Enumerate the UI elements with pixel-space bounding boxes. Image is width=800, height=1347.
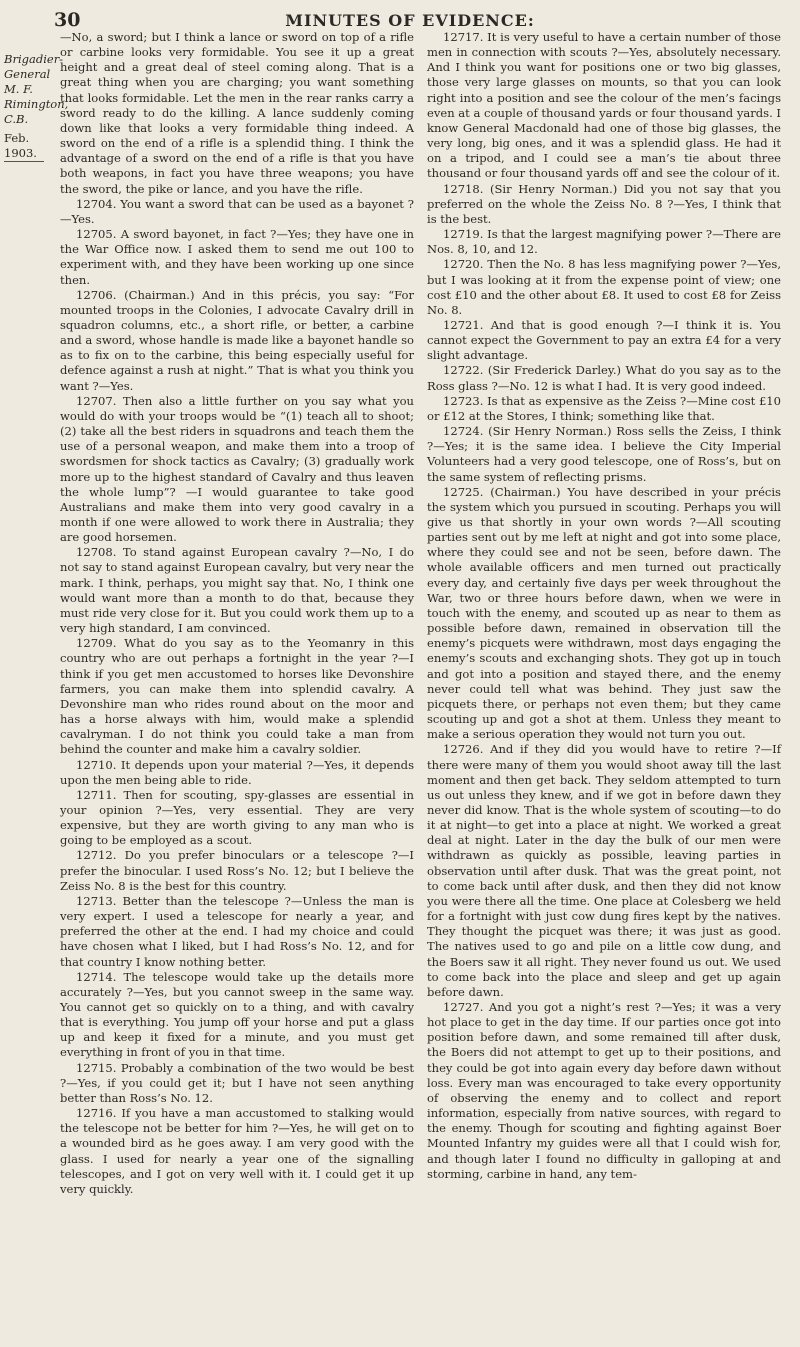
paragraph: 12721. And that is good enough ?—I think it is. You cannot expect the Government to pay an extra £4 for a very slight advantage. [427,317,781,363]
paragraph: 12727. And you got a night’s rest ?—Yes; it was a very hot place to get in the day time. If our parties once got into position before dawn, and some remained till after dusk, the Boers did not attempt to get up to their positions, and they could be got into again every day before dawn without loss. Every man was encouraged to take every opportunity of observing the enemy and to collect and report information, especially from native sources, with regard to the enemy. Though for scouting and fighting against Boer Mounted Infantry my guides were all that I could wish for, and though later I found no difficulty in galloping at and storming, carbine in hand, any tem- [427,1000,781,1181]
paragraph: 12708. To stand against European cavalry ?—No, I do not say to stand against European cavalry, but very near the mark. I think, perhaps, you might say that. No, I think one would want more than a month to do that, because they must ride very close for it. But you could work them up to a very high standard, I am convinced. [60,545,414,636]
paragraph: 12720. Then the No. 8 has less magnifying power ?—Yes, but I was looking at it from the expense point of view; one cost £10 and the other about £8. It used to cost £8 for Zeiss No. 8. [427,257,781,317]
left-column [60,30,414,1197]
paragraph: 12706. (Chairman.) And in this précis, you say: “For mounted troops in the Colonies, I advocate Cavalry drill in squadron columns, etc., a short rifle, or better, a carbine and a sword, whose handle is made like a bayonet handle so as to fix on to the carbine, this being especially useful for defence against a rush at night.” That is what you think you want ?—Yes. [60,287,415,393]
paragraph: —No, a sword; but I think a lance or sword on top of a rifle or carbine looks very formidable. You see it up a great height and a great deal of steel coming along. That is a great thing when you are charging; you want something that looks formidable. Let the men in the rear ranks carry a sword ready to do the killing. A lance suddenly coming down like that looks a very formidable thing indeed. A sword on the end of a rifle is a splendid thing. I think the advantage of a sword on the end of a rifle is that you have both weapons, in fact you have three weapons; you have the sword, the pike or lance, and you have the rifle. [60,30,414,196]
paragraph: 12725. (Chairman.) You have described in your précis the system which you pursued in scouting. Perhaps you will give us that shortly in your own words ?—All scouting parties sent out by me left at night and got into some place, where they could see and not be seen, before dawn. The whole available officers and men turned out practically every day, and certainly five days per week throughout the War, two or three hours before dawn, when we were in touch with the enemy, and scouted up as near to them as possible before dawn, remained in observation till the enemy’s picquets were withdrawn, most days engaging the enemy’s scouts and exchanging shots. They got up in touch and got into a position and stayed there, and the enemy never could tell what was behind. They just saw the picquets there, or perhaps not even them; but they came scouting up and got a shot at them. Unless they meant to make a serious operation they would not turn you out. [427,484,781,742]
paragraph: 12716. If you have a man accustomed to stalking would the telescope not be better for him ?—Yes, he will get on to a wounded bird as he goes away. I am very good with the glass. I used for nearly a year one of the signalling telescopes, and I got on very well with it. I could get it up very quickly. [60,1106,414,1196]
witness-date: Feb. 1903. [4,131,44,162]
paragraph: 12705. A sword bayonet, in fact ?—Yes; they have one in the War Office now. I asked them to send me out 100 to experiment with, and they have been working up one since then. [60,227,414,287]
witness-name: M. F. Rimington, C.B. [4,82,69,126]
paragraph: 12718. (Sir Henry Norman.) Did you not say that you preferred on the whole the Zeiss No. 8 ?—Yes, I think that is the best. [427,181,781,226]
right-column [427,30,781,1182]
paragraph: 12723. Is that as expensive as the Zeiss ?—Mine cost £10 or £12 at the Stores, I think; something like that. [427,393,781,423]
witness-rank: Brigadier-General [4,52,64,81]
paragraph: 12722. (Sir Frederick Darley.) What do you say as to the Ross glass ?—No. 12 is what I had. It is very good indeed. [427,363,781,393]
paragraph: 12726. And if they did you would have to retire ?—If there were many of them you would shoot away till the last moment and then get back. They seldom attempted to turn us out unless they knew, and if we got in before dawn they never did know. That is the whole system of scouting—to do it at night—to get into a place at night. We worked a great deal at night. Later in the day the bulk of our men were withdrawn as quickly as possible, leaving parties in observation until after dusk. That was the great point, not to come back until after dusk, and then they did not know you were there all the time. One place at Colesberg we held for a fortnight with just cow dung fires kept by the natives. They thought the picquet was there; it was just as good. The natives used to go and pile on a little cow dung, and the Boers saw it all right. They never found us out. We used to come back into the place and sleep and get up again before dawn. [427,742,781,999]
paragraph: 12710. It depends upon your material ?—Yes, it depends upon the men being able to ride. [60,757,414,787]
paragraph: 12704. You want a sword that can be used as a bayonet ?—Yes. [60,196,414,226]
paragraph: 12715. Probably a combination of the two would be best ?—Yes, if you could get it; but I have not seen anything better than Ross’s No. 12. [60,1060,414,1105]
paragraph: 12724. (Sir Henry Norman.) Ross sells the Zeiss, I think ?—Yes; it is the same idea. I believe the City Imperial Volunteers had a very good telescope, one of Ross’s, but on the same system of reflecting prisms. [427,424,781,484]
paragraph: 12711. Then for scouting, spy-glasses are essential in your opinion ?—Yes, very essential. They are very expensive, but they are worth giving to any man who is going to be employed as a scout. [60,787,414,848]
paragraph: 12709. What do you say as to the Yeomanry in this country who are out perhaps a fortnight in the year ?—I think if you get men accustomed to horses like Devonshire farmers, you can make them into splendid cavalry. A Devonshire man who rides round about on the moor and has a horse always with him, would make a splendid cavalryman. I do not think you could take a man from behind the counter and make him a cavalry soldier. [60,636,414,757]
paragraph: 12707. Then also a little further on you say what you would do with your troops would be “(1) teach all to shoot; (2) take all the best riders in squadrons and teach them the use of a personal weapon, and make them into a troop of swordsmen for shock tactics as Cavalry; (3) gradually work more up to the highest standard of Cavalry and thus leaven the whole lump”? —I would guarantee to take good Australians and make them into very good cavalry in a month if one were allowed to work there in Australia; they are good horsemen. [60,393,414,545]
page-number: 30 [54,9,81,31]
paragraph: 12719. Is that the largest magnifying power ?—There are Nos. 8, 10, and 12. [427,227,781,257]
running-head: MINUTES OF EVIDENCE: [285,11,535,30]
paragraph: 12717. It is very useful to have a certain number of those men in connection with scouts ?—Yes, absolutely necessary. And I think you want for positions one or two big glasses, those very large glasses on mounts, so that you can look right into a position and see the colour of the men’s facings even at a couple of thousand yards or four thousand yards. I know General Macdonald had one of those big glasses, the very long, big ones, and it was a splendid glass. He had it on a tripod, and I could see a man’s tie about three thousand or four thousand yards off and see the colour of it. [427,30,781,181]
paragraph: 12714. The telescope would take up the details more accurately ?—Yes, but you cannot sweep in the same way. You cannot get so quickly on to a thing, and with cavalry that is everything. You jump off your horse and put a glass up and keep it fixed for a minute, and you must get everything in front of you in that time. [60,969,414,1060]
paragraph: 12713. Better than the telescope ?—Unless the man is very expert. I used a telescope for nearly a year, and preferred the other at the end. I had my choice and could have chosen what I liked, but I had Ross’s No. 12, and for that country I know nothing better. [60,893,414,969]
witness-sidenote [4,52,69,162]
paragraph: 12712. Do you prefer binoculars or a telescope ?—I prefer the binocular. I used Ross’s No. 12; but I believe the Zeiss No. 8 is the best for this country. [60,848,414,893]
